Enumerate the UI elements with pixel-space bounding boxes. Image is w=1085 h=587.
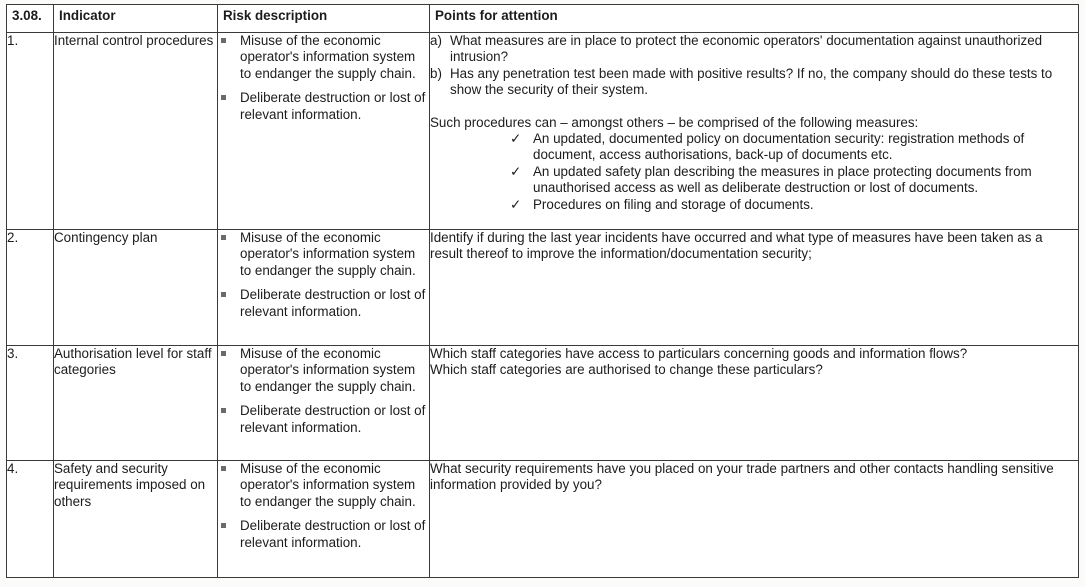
- square-bullet-icon: [221, 351, 226, 356]
- risk-item: [218, 230, 429, 279]
- row-number: 4.: [7, 461, 54, 578]
- question-item: [430, 33, 1078, 66]
- table-header-row: [7, 5, 1079, 33]
- table-row: [7, 33, 1079, 230]
- question-text: What measures are in place to protect the economic operators' documentation against unauthorized intrusion?: [450, 33, 1043, 65]
- checkmark-icon: ✓: [510, 131, 522, 147]
- square-bullet-icon: [221, 292, 226, 297]
- indicator-cell: Safety and security requirements imposed on others: [54, 461, 218, 578]
- question-text: Has any penetration test been made with positive results? If no, the company should do these tests to show the security of their system.: [450, 65, 1053, 98]
- points-for-attention-cell: [430, 33, 1079, 230]
- points-for-attention-cell: [430, 346, 1079, 461]
- table-row: [7, 346, 1079, 461]
- risk-description-cell: [218, 461, 430, 578]
- risk-item: [218, 461, 429, 510]
- measure-text: An updated safety plan describing the measures in place protecting documents from unauthorised access as well as deliberate destruction or lost of documents.: [533, 163, 1032, 196]
- measure-text: An updated, documented policy on documentation security: registration methods of document, access authorisations, back-up of documents etc.: [533, 131, 1025, 163]
- risk-item: [218, 33, 429, 82]
- risk-item-text: Misuse of the economic operator's information system to endanger the supply chain.: [240, 346, 416, 394]
- question-label: b): [430, 65, 442, 81]
- square-bullet-icon: [221, 523, 226, 528]
- question-list: [430, 33, 1078, 99]
- risk-item-text: Deliberate destruction or lost of relevant information.: [240, 90, 426, 122]
- risk-item-text: Misuse of the economic operator's information system to endanger the supply chain.: [240, 461, 416, 509]
- checkmark-icon: ✓: [510, 163, 522, 179]
- risk-description-cell: [218, 230, 430, 346]
- measures-list: [430, 131, 1078, 217]
- table-row: [7, 230, 1079, 346]
- risk-description-cell: [218, 33, 430, 230]
- table-row: [7, 461, 1079, 578]
- points-for-attention-header: Points for attention: [430, 5, 1079, 33]
- risk-item: [218, 287, 429, 320]
- measure-item: [510, 131, 1078, 164]
- risk-list: [218, 346, 429, 436]
- procedures-intro: Such procedures can – amongst others – be comprised of the following measures:: [430, 114, 919, 130]
- attention-text: Which staff categories are authorised to change these particulars?: [430, 362, 823, 378]
- risk-item: [218, 90, 429, 123]
- square-bullet-icon: [221, 466, 226, 471]
- risk-item-text: Misuse of the economic operator's information system to endanger the supply chain.: [240, 230, 416, 278]
- square-bullet-icon: [221, 408, 226, 413]
- indicator-cell: Contingency plan: [54, 230, 218, 346]
- attention-text: What security requirements have you placed on your trade partners and other contacts handling sensitive information provided by you?: [430, 461, 1054, 493]
- risk-item-text: Deliberate destruction or lost of relevant information.: [240, 287, 426, 319]
- risk-list: [218, 230, 429, 320]
- question-item: [430, 66, 1078, 99]
- indicator-cell: Authorisation level for staff categories: [54, 346, 218, 461]
- points-for-attention-cell: [430, 230, 1079, 346]
- risk-list: [218, 33, 429, 123]
- risk-item-text: Deliberate destruction or lost of relevant information.: [240, 403, 426, 435]
- measure-item: [510, 197, 1078, 213]
- risk-item-text: Misuse of the economic operator's information system to endanger the supply chain.: [240, 33, 416, 81]
- row-number: 3.: [7, 346, 54, 461]
- square-bullet-icon: [221, 235, 226, 240]
- measure-text: Procedures on filing and storage of documents.: [533, 196, 814, 212]
- risk-indicator-table: [6, 4, 1079, 578]
- risk-list: [218, 461, 429, 551]
- risk-description-cell: [218, 346, 430, 461]
- points-for-attention-cell: [430, 461, 1079, 578]
- risk-item: [218, 403, 429, 436]
- row-number: 2.: [7, 230, 54, 346]
- indicator-header: Indicator: [54, 5, 218, 33]
- checkmark-icon: ✓: [510, 196, 522, 212]
- row-number: 1.: [7, 33, 54, 230]
- attention-text: Identify if during the last year incidents have occurred and what type of measures have been taken as a result thereof to improve the information/documentation security;: [430, 230, 1043, 262]
- risk-item-text: Deliberate destruction or lost of relevant information.: [240, 518, 426, 550]
- indicator-cell: Internal control procedures: [54, 33, 218, 230]
- attention-text: Which staff categories have access to particulars concerning goods and information flows?: [430, 346, 968, 361]
- risk-description-header: Risk description: [218, 5, 430, 33]
- section-number-header: 3.08.: [7, 5, 54, 33]
- risk-item: [218, 346, 429, 395]
- square-bullet-icon: [221, 38, 226, 43]
- square-bullet-icon: [221, 95, 226, 100]
- measure-item: [510, 164, 1078, 197]
- risk-item: [218, 518, 429, 551]
- question-label: a): [430, 33, 442, 48]
